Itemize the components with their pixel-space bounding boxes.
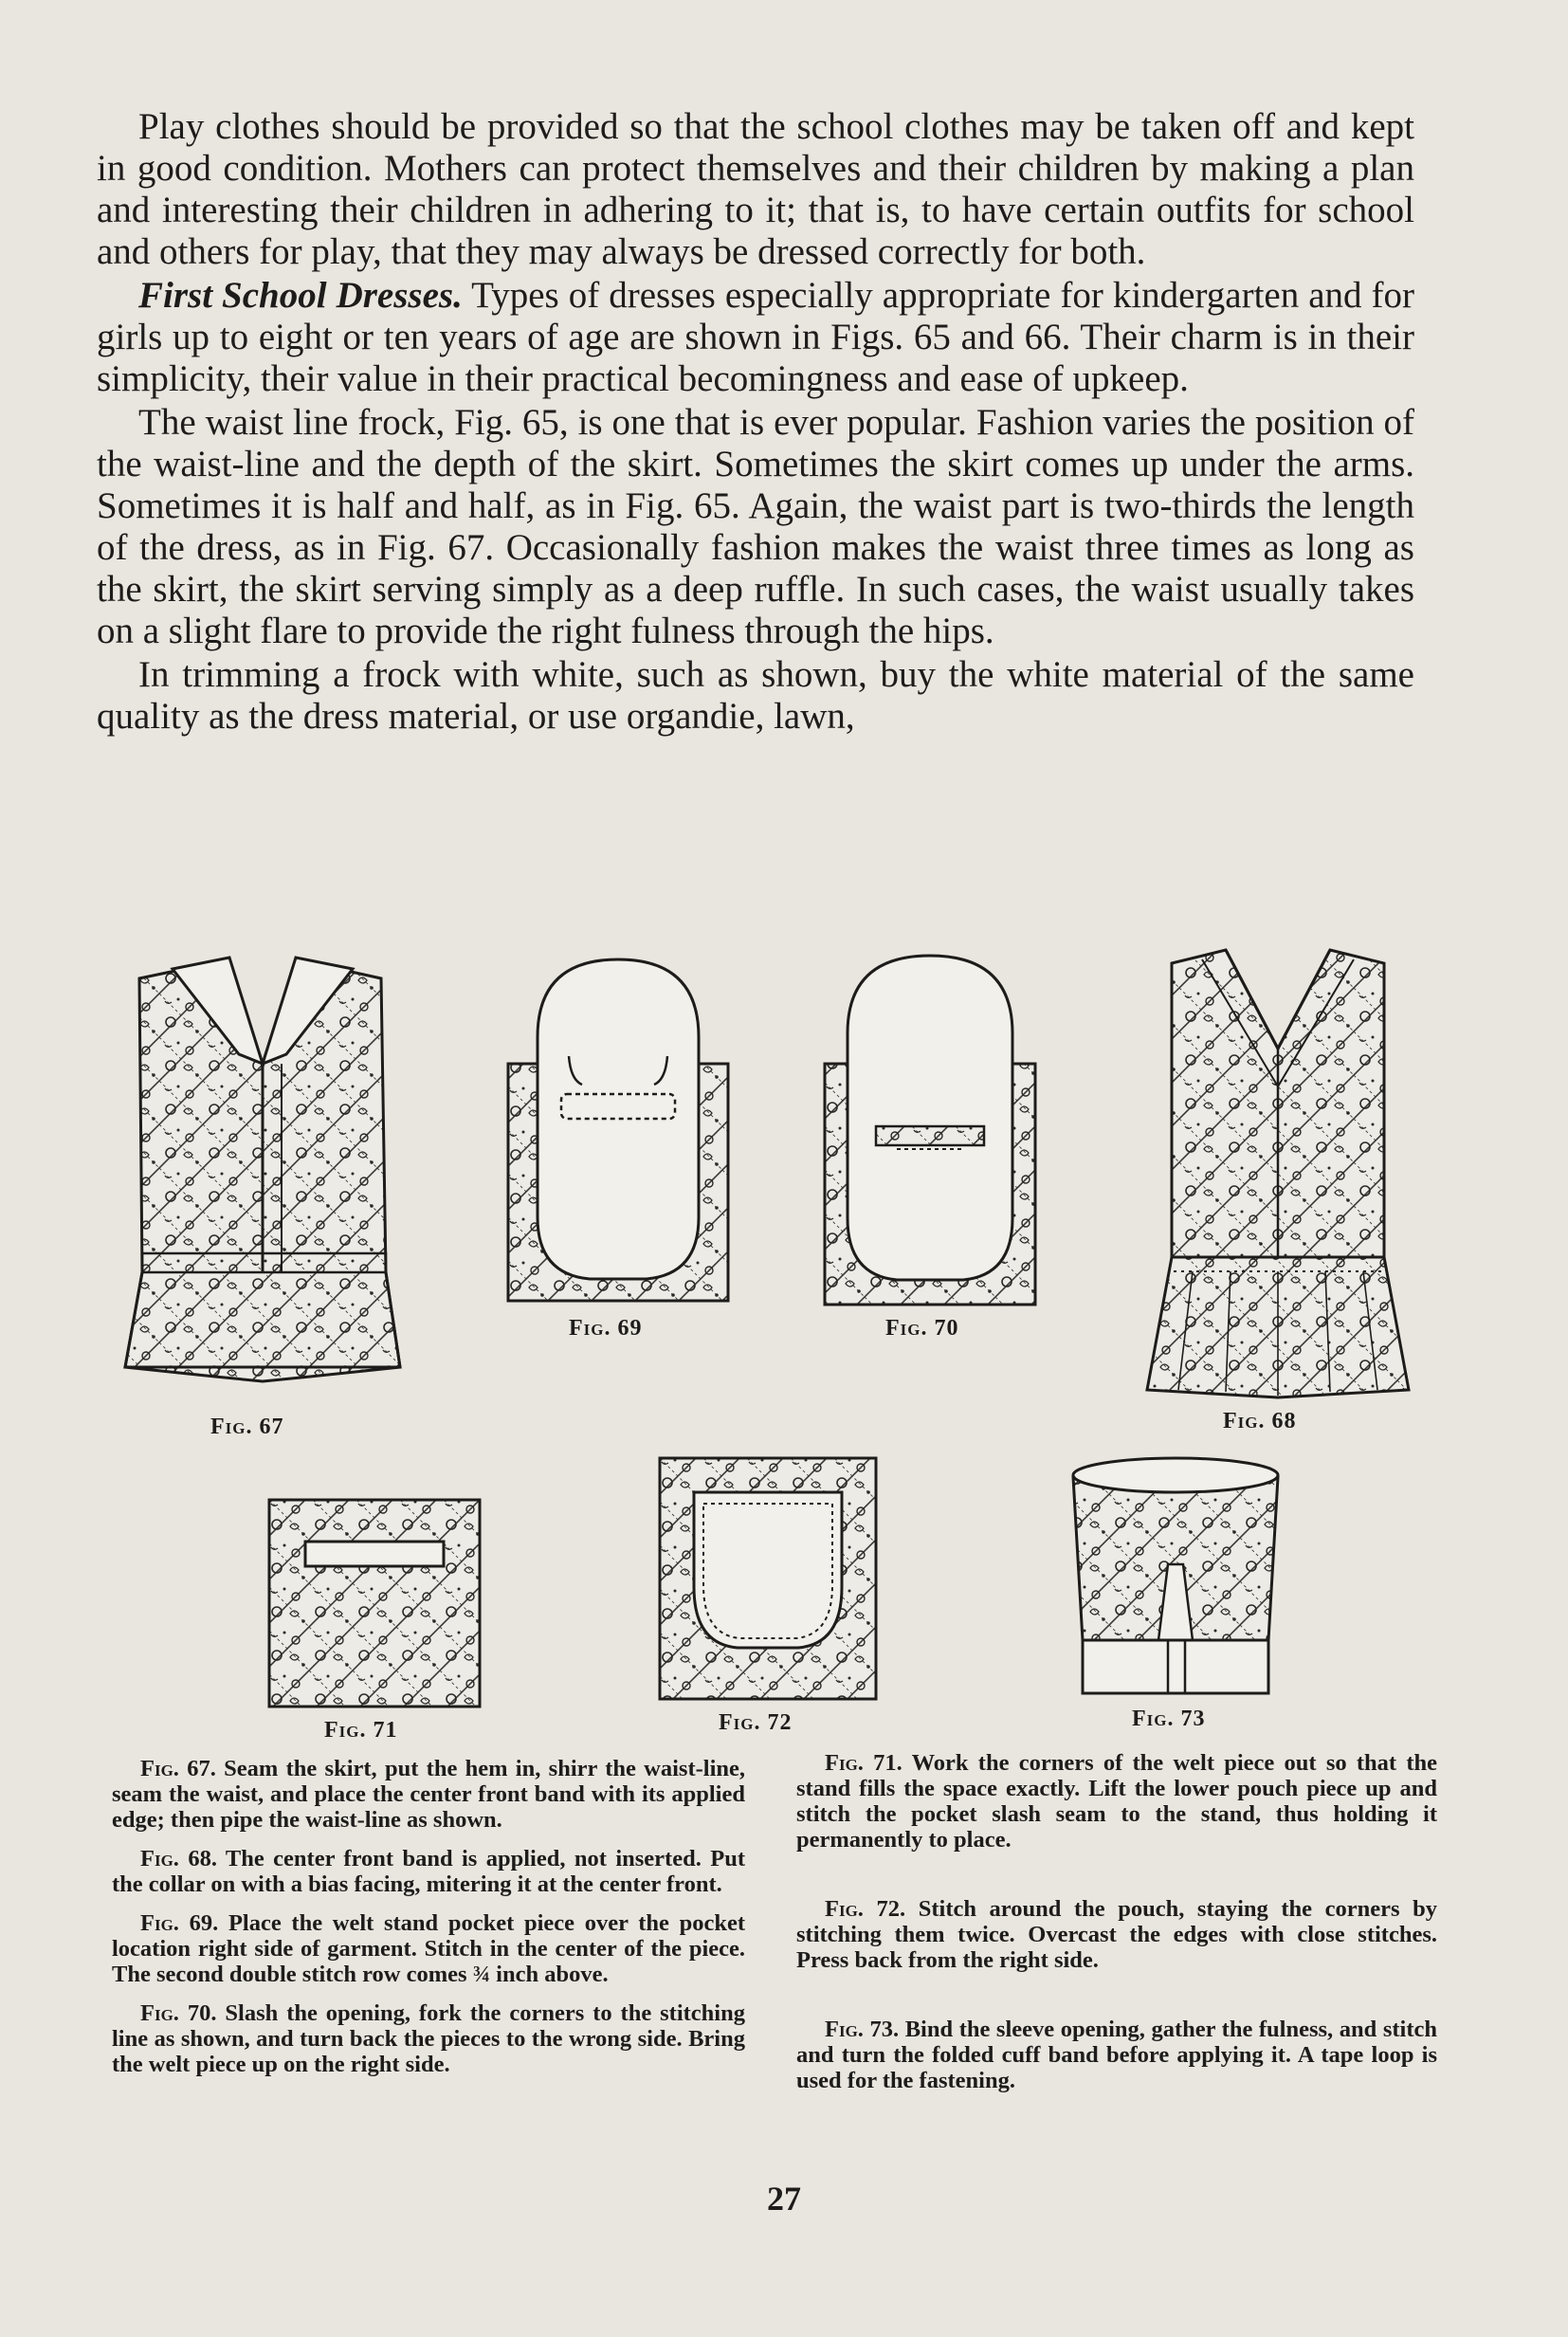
- figure-73-sleeve-illustration: [1066, 1451, 1285, 1701]
- captions-right-column: [796, 1750, 1437, 2107]
- caption-fig-72-text: Stitch around the pouch, staying the corners by stitching them twice. Overcast the edges with close stitches. Press back from the right side.: [796, 1896, 1437, 1973]
- figure-70-label: Fig. 70: [885, 1316, 959, 1341]
- page-number: 27: [767, 2180, 801, 2218]
- figure-72-pouch-illustration: [656, 1454, 880, 1703]
- caption-fig-69-text: Place the welt stand pocket piece over the pocket location right side of garment. Stitch in the center of the piece. The second double stitch row comes ¾ inch above.: [112, 1910, 745, 1987]
- figure-69-pocket-illustration: [504, 952, 732, 1305]
- figure-70-pocket-illustration: [821, 948, 1039, 1308]
- figure-73-label: Fig. 73: [1132, 1707, 1206, 1731]
- caption-fig-68: [112, 1846, 745, 1897]
- paragraph-first-school-dresses-text: Types of dresses especially appropriate for kindergarten and for girls up to eight or ten years of age are shown in Figs. 65 and 66. Their charm is in their simplicity, their value in their practical becomingness and ease of upkeep.: [97, 275, 1415, 399]
- caption-fig-71-number: Fig. 71.: [825, 1750, 903, 1776]
- figure-68-dress-illustration: [1136, 944, 1420, 1399]
- caption-fig-67-text: Seam the skirt, put the hem in, shirr the waist-line, seam the waist, and place the center front band with its applied edge; then pipe the waist-line as shown.: [112, 1756, 746, 1833]
- caption-fig-69-number: Fig. 69.: [140, 1910, 219, 1936]
- captions-left-column: [112, 1756, 745, 2091]
- figure-69-label: Fig. 69: [569, 1316, 643, 1341]
- caption-fig-72-number: Fig. 72.: [825, 1896, 906, 1922]
- caption-fig-72: [796, 1896, 1437, 1973]
- figure-67-dress-illustration: [116, 950, 410, 1405]
- caption-fig-73: [796, 2017, 1437, 2093]
- figure-67-label: Fig. 67: [210, 1415, 284, 1439]
- caption-fig-71-text: Work the corners of the welt piece out so that the stand fills the space exactly. Lift the lower pouch piece up and stitch the pocket slash seam to the stand, thus holding it permanently to place.: [796, 1750, 1437, 1853]
- paragraph-waist-line-frock: The waist line frock, Fig. 65, is one that is ever popular. Fashion varies the position of the waist-line and the depth of the skirt. Sometimes the skirt comes up under the arms. Sometimes it is half and half, as in Fig. 65. Again, the waist part is two-thirds the length of the dress, as in Fig. 67. Occasionally fashion makes the waist three times as long as the skirt, the skirt serving simply as a deep ruffle. In such cases, the waist usually takes on a slight flare to provide the right fulness through the hips.: [97, 402, 1414, 651]
- caption-fig-70-text: Slash the opening, fork the corners to the stitching line as shown, and turn back the pieces to the wrong side. Bring the welt piece up on the right side.: [112, 2000, 745, 2077]
- caption-fig-67: [112, 1756, 745, 1833]
- caption-fig-70: [112, 2000, 745, 2077]
- paragraph-play-clothes: Play clothes should be provided so that the school clothes may be taken off and kept in good condition. Mothers can protect themselves and their children by making a plan and interesting their children in adhering to it; that is, to have certain outfits for school and others for play, that they may always be dressed correctly for both.: [97, 106, 1414, 272]
- body-text: [97, 106, 1414, 739]
- caption-fig-68-number: Fig. 68.: [140, 1846, 217, 1871]
- caption-fig-70-number: Fig. 70.: [140, 2000, 217, 2026]
- paragraph-trimming: In trimming a frock with white, such as shown, buy the white material of the same quality as the dress material, or use organdie, lawn,: [97, 654, 1414, 737]
- caption-fig-73-text: Bind the sleeve opening, gather the fulness, and stitch and turn the folded cuff band before applying it. A tape loop is used for the fastening.: [796, 2017, 1437, 2093]
- section-heading-first-school-dresses: First School Dresses.: [138, 275, 463, 316]
- caption-fig-68-text: The center front band is applied, not inserted. Put the collar on with a bias facing, mitering it at the center front.: [112, 1846, 745, 1897]
- caption-fig-69: [112, 1910, 745, 1987]
- caption-fig-67-number: Fig. 67.: [140, 1756, 216, 1781]
- caption-fig-71: [796, 1750, 1437, 1853]
- figure-71-label: Fig. 71: [324, 1718, 398, 1743]
- caption-fig-73-number: Fig. 73.: [825, 2017, 900, 2042]
- paragraph-first-school-dresses: [97, 275, 1414, 400]
- figure-72-label: Fig. 72: [719, 1710, 793, 1735]
- figure-71-welt-illustration: [265, 1496, 483, 1710]
- figure-68-label: Fig. 68: [1223, 1409, 1297, 1433]
